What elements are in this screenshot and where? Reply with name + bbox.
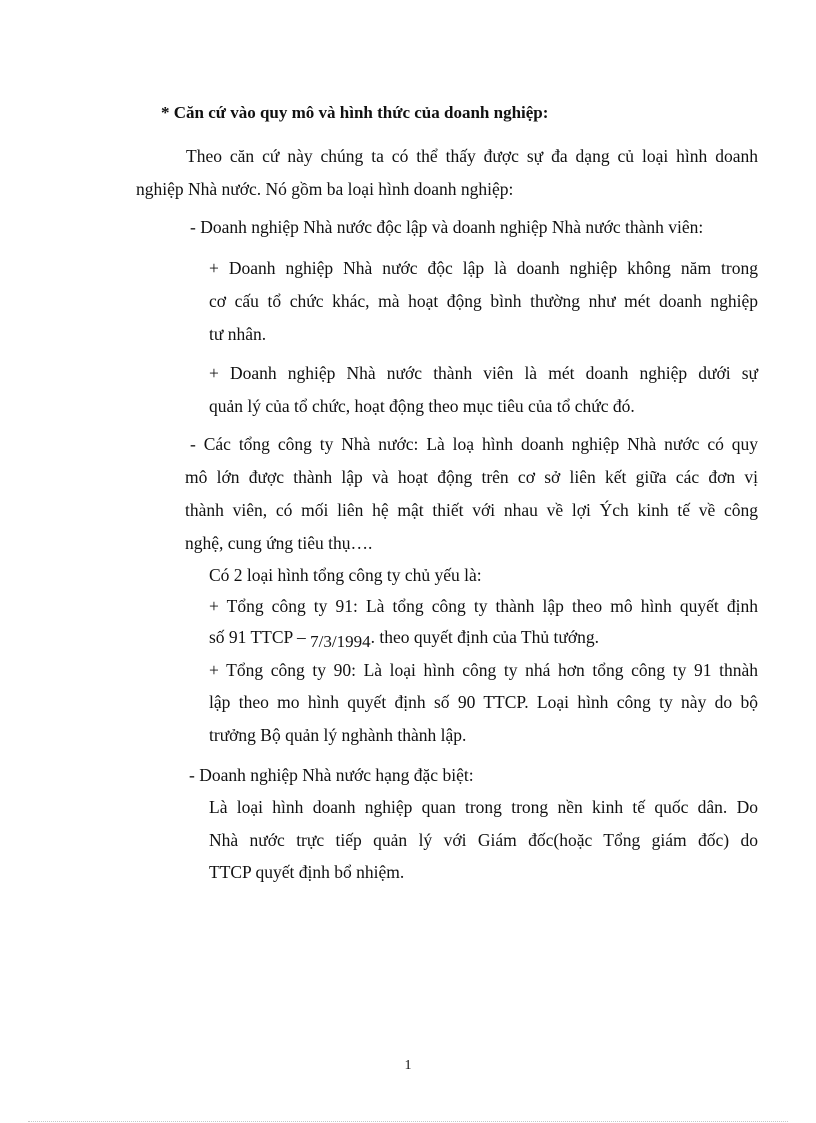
section3-title: - Doanh nghiệp Nhà nước hạng đặc biệt: [189, 765, 474, 785]
type91-line-2 [209, 626, 599, 649]
type91-line-2-start: số 91 TTCP – [209, 627, 311, 647]
section1-item2-line-1: + Doanh nghiệp Nhà nước thành viên là mét doanh nghiệp dưới sự [209, 363, 758, 383]
intro-line-2: nghiệp Nhà nước. Nó gồm ba loại hình doanh nghiệp: [136, 179, 514, 199]
section1-item1-line-1: + Doanh nghiệp Nhà nước độc lập là doanh nghiệp không năm trong [209, 258, 758, 278]
intro-line-1: Theo căn cứ này chúng ta có thể thấy được sự đa dạng củ loại hình doanh [186, 146, 758, 166]
section2-line-1: - Các tổng công ty Nhà nước: Là loạ hình doanh nghiệp Nhà nước có quy [190, 434, 758, 454]
type91-line-1: + Tổng công ty 91: Là tổng công ty thành lập theo mô hình quyết định [209, 596, 758, 616]
type90-line-3: trưởng Bộ quản lý nghành thành lập. [209, 725, 467, 745]
section3-line-2: Nhà nước trực tiếp quản lý với Giám đốc(hoặc Tổng giám đốc) do [209, 830, 758, 850]
section3-line-1: Là loại hình doanh nghiệp quan trong trong nền kinh tế quốc dân. Do [209, 797, 758, 817]
decision-date: 7/3/1994 [310, 632, 371, 651]
section2-line-4: nghệ, cung ứng tiêu thụ…. [185, 533, 373, 553]
section2-line-2: mô lớn được thành lập và hoạt động trên cơ sở liên kết giữa các đơn vị [185, 467, 758, 487]
section1-item1-line-2: cơ cấu tổ chức khác, mà hoạt động bình thường như mét doanh nghiệp [209, 291, 758, 311]
section2-line-3: thành viên, có mối liên hệ mật thiết với nhau về lợi Ých kinh tế về công [185, 500, 758, 520]
section1-item1-line-3: tư nhân. [209, 324, 267, 344]
page-bottom-divider [28, 1121, 788, 1122]
section-heading: * Căn cứ vào quy mô và hình thức của doanh nghiệp: [161, 103, 549, 122]
section1-title: - Doanh nghiệp Nhà nước độc lập và doanh nghiệp Nhà nước thành viên: [190, 217, 704, 237]
section1-item2-line-2: quản lý của tổ chức, hoạt động theo mục tiêu của tổ chức đó. [209, 396, 635, 416]
type91-line-2-end: . theo quyết định của Thủ tướng. [370, 627, 599, 647]
type90-line-1: + Tổng công ty 90: Là loại hình công ty nhá hơn tổng công ty 91 thnàh [209, 660, 758, 680]
type90-line-2: lập theo mo hình quyết định số 90 TTCP. Loại hình công ty này do bộ [209, 692, 758, 712]
company-types-intro: Có 2 loại hình tổng công ty chủ yếu là: [209, 565, 482, 585]
page-number: 1 [404, 1058, 412, 1073]
section3-line-3: TTCP quyết định bổ nhiệm. [209, 862, 405, 882]
